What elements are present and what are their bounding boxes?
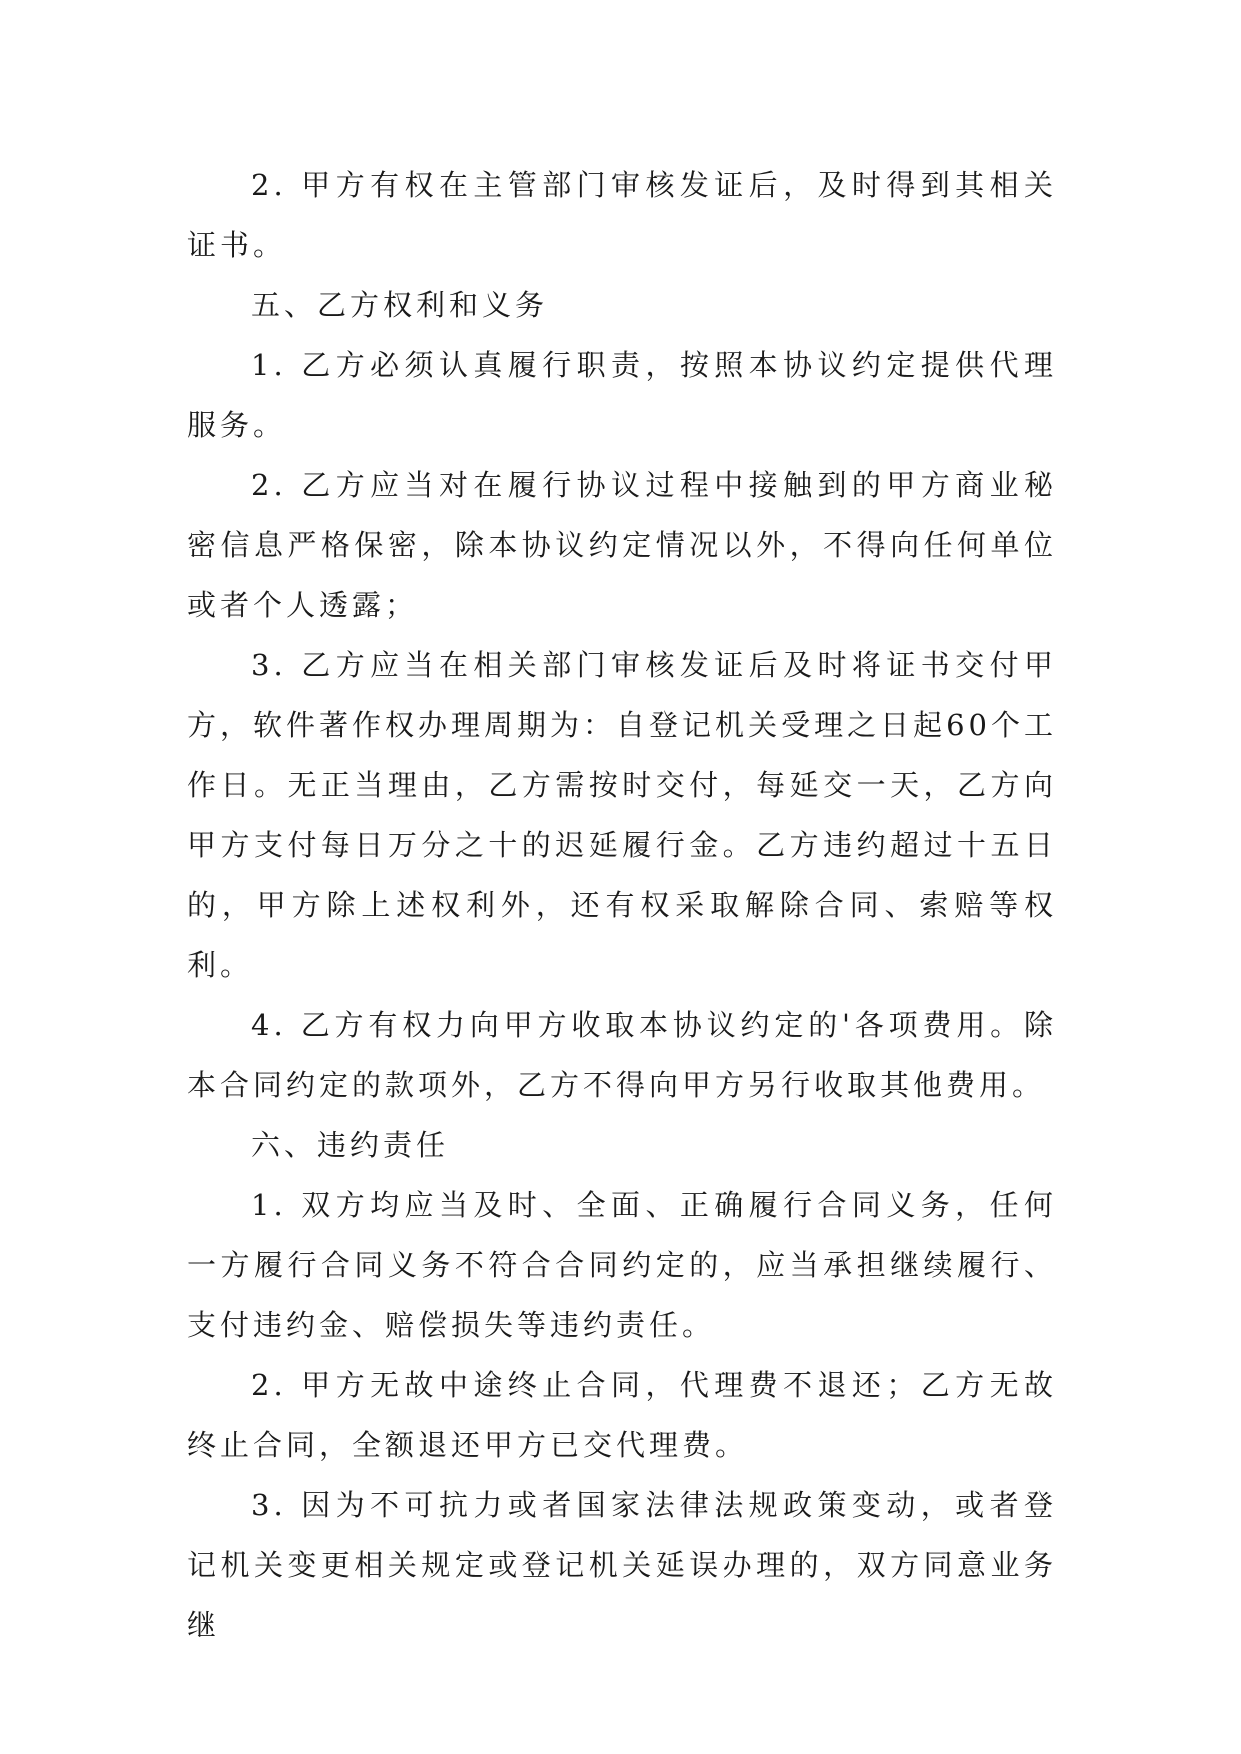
- paragraph-clause-5-4: 4. 乙方有权力向甲方收取本协议约定的'各项费用。除本合同约定的款项外，乙方不得向甲方另行收取其他费用。: [187, 1008, 1057, 1102]
- section-heading-6: 六、违约责任: [251, 1128, 450, 1162]
- paragraph-clause-4-2: 2. 甲方有权在主管部门审核发证后，及时得到其相关证书。: [187, 168, 1057, 262]
- paragraph-clause-5-1: 1. 乙方必须认真履行职责，按照本协议约定提供代理服务。: [187, 348, 1057, 442]
- paragraph-clause-5-2: 2. 乙方应当对在履行协议过程中接触到的甲方商业秘密信息严格保密，除本协议约定情况以外，不得向任何单位或者个人透露；: [187, 468, 1057, 622]
- document-body: [187, 155, 1057, 1655]
- paragraph-clause-6-2: 2. 甲方无故中途终止合同，代理费不退还；乙方无故终止合同，全额退还甲方已交代理费。: [187, 1368, 1057, 1462]
- paragraph-clause-5-3: 3. 乙方应当在相关部门审核发证后及时将证书交付甲方，软件著作权办理周期为：自登记机关受理之日起60个工作日。无正当理由，乙方需按时交付，每延交一天，乙方向甲方支付每日万分之十的迟延履行金。乙方违约超过十五日的，甲方除上述权利外，还有权采取解除合同、索赔等权利。: [187, 648, 1057, 982]
- paragraph-clause-6-3: 3. 因为不可抗力或者国家法律法规政策变动，或者登记机关变更相关规定或登记机关延误办理的，双方同意业务继: [187, 1488, 1057, 1642]
- section-heading-5: 五、乙方权利和义务: [251, 288, 549, 322]
- paragraph-clause-6-1: 1. 双方均应当及时、全面、正确履行合同义务，任何一方履行合同义务不符合合同约定的，应当承担继续履行、支付违约金、赔偿损失等违约责任。: [187, 1188, 1057, 1342]
